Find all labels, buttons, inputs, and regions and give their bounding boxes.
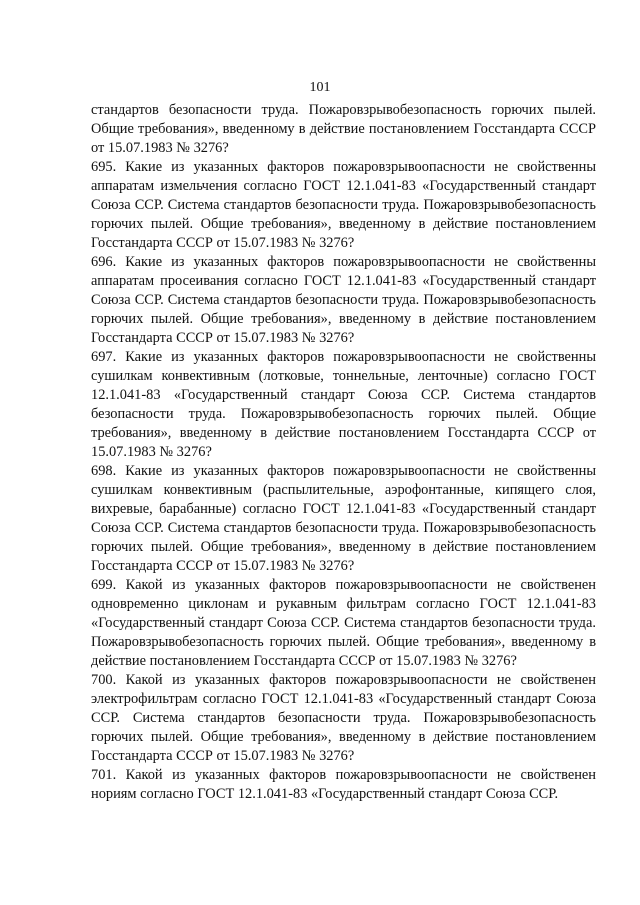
question-698: 698. Какие из указанных факторов пожаровзрывоопасности не свойственны сушилкам конвективным (распылительные, аэрофонтанные, кипящего слоя, вихревые, барабанные) согласно ГОСТ 12.1.041-83 «Государственный стандарт Союза ССР. Система стандартов безопасности труда. Пожаровзрывобезопасность горючих пылей. Общие требования», введенному в действие постановлением Госстандарта СССР от 15.07.1983 № 3276? <box>91 463 596 574</box>
paragraph-continuation: стандартов безопасности труда. Пожаровзрывобезопасность горючих пылей. Общие требования», введенному в действие постановлением Госстандарта СССР от 15.07.1983 № 3276? <box>91 102 596 156</box>
question-701: 701. Какой из указанных факторов пожаровзрывоопасности не свойственен нориям согласно ГОСТ 12.1.041-83 «Государственный стандарт Союза ССР. <box>91 767 596 802</box>
question-696: 696. Какие из указанных факторов пожаровзрывоопасности не свойственны аппаратам просеивания согласно ГОСТ 12.1.041-83 «Государственный стандарт Союза ССР. Система стандартов безопасности труда. Пожаровзрывобезопасность горючих пылей. Общие требования», введенному в действие постановлением Госстандарта СССР от 15.07.1983 № 3276? <box>91 254 596 346</box>
question-697: 697. Какие из указанных факторов пожаровзрывоопасности не свойственны сушилкам конвективным (лотковые, тоннельные, ленточные) согласно ГОСТ 12.1.041-83 «Государственный стандарт Союза ССР. Система стандартов безопасности труда. Пожаровзрывобезопасность горючих пылей. Общие требования», введенному в действие постановлением Госстандарта СССР от 15.07.1983 № 3276? <box>91 349 596 460</box>
question-700: 700. Какой из указанных факторов пожаровзрывоопасности не свойственен электрофильтрам согласно ГОСТ 12.1.041-83 «Государственный стандарт Союза ССР. Система стандартов безопасности труда. Пожаровзрывобезопасность горючих пылей. Общие требования», введенному в действие постановлением Госстандарта СССР от 15.07.1983 № 3276? <box>91 672 596 764</box>
question-699: 699. Какой из указанных факторов пожаровзрывоопасности не свойственен одновременно циклонам и рукавным фильтрам согласно ГОСТ 12.1.041-83 «Государственный стандарт Союза ССР. Система стандартов безопасности труда. Пожаровзрывобезопасность горючих пылей. Общие требования», введенному в действие постановлением Госстандарта СССР от 15.07.1983 № 3276? <box>91 577 596 669</box>
body-text <box>91 101 596 804</box>
question-695: 695. Какие из указанных факторов пожаровзрывоопасности не свойственны аппаратам измельчения согласно ГОСТ 12.1.041-83 «Государственный стандарт Союза ССР. Система стандартов безопасности труда. Пожаровзрывобезопасность горючих пылей. Общие требования», введенному в действие постановлением Госстандарта СССР от 15.07.1983 № 3276? <box>91 159 596 251</box>
page-number: 101 <box>309 80 331 95</box>
